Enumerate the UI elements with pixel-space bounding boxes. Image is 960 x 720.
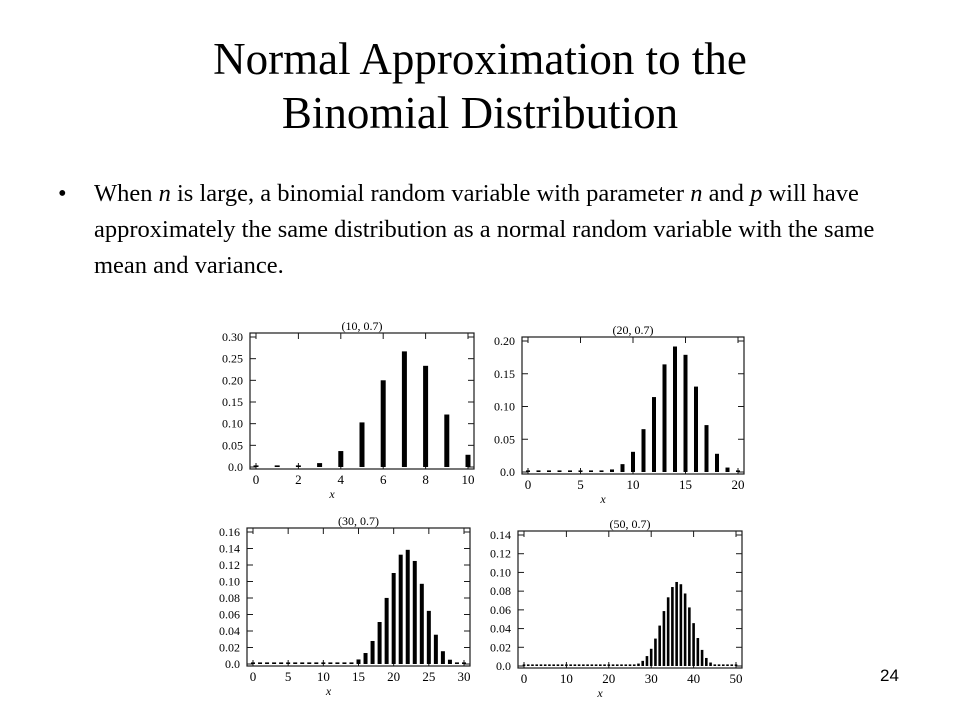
title-line-2: Binomial Distribution (281, 88, 679, 138)
bar (406, 550, 410, 664)
bar (300, 662, 304, 664)
bar (381, 380, 386, 467)
bar (663, 611, 666, 666)
bullet-text-segment: is large, a binomial random variable with parameter (170, 180, 691, 207)
x-tick-label: 15 (679, 477, 692, 492)
bar (552, 664, 555, 666)
bar (688, 607, 691, 666)
bar (692, 623, 695, 666)
bar (399, 555, 403, 664)
y-tick-label: 0.12 (490, 546, 511, 561)
y-tick-label: 0.05 (222, 438, 243, 453)
bar (349, 662, 353, 664)
x-tick-label: 0 (252, 472, 260, 487)
y-tick-label: 0.10 (490, 565, 511, 580)
bar (701, 650, 704, 666)
bar (413, 561, 417, 664)
y-tick-label: 0.20 (222, 373, 243, 388)
chart-title: (10, 0.7) (341, 319, 383, 333)
bar (673, 347, 677, 472)
x-tick-label: 15 (352, 669, 365, 684)
bar (582, 664, 585, 666)
bar (608, 664, 611, 666)
bar (286, 662, 290, 664)
x-tick-label: 10 (626, 477, 640, 492)
bar (548, 664, 551, 666)
y-tick-label: 0.15 (222, 395, 243, 409)
bullet-text-segment: and (702, 180, 751, 207)
x-tick-label: 0 (249, 669, 257, 684)
bar (633, 664, 636, 666)
bar (338, 451, 343, 467)
bar (444, 415, 449, 467)
bar (279, 662, 283, 664)
bar (610, 469, 614, 472)
bar (565, 664, 568, 666)
bar (726, 664, 729, 666)
bar (680, 584, 683, 666)
bar (675, 582, 678, 666)
chart-title: (50, 0.7) (609, 517, 651, 531)
bar (527, 664, 530, 666)
y-tick-label: 0.16 (219, 525, 240, 539)
y-tick-label: 0.20 (494, 334, 515, 348)
x-tick-label: 10 (461, 472, 475, 487)
bar (726, 468, 730, 472)
bar (637, 664, 640, 666)
bar (254, 465, 259, 467)
bar (466, 455, 471, 467)
y-tick-label: 0.15 (494, 366, 515, 381)
bar (603, 664, 606, 666)
bar (462, 662, 466, 664)
x-tick-label: 20 (387, 669, 401, 684)
bar (455, 662, 459, 664)
bar (427, 611, 431, 664)
bar (258, 662, 262, 664)
bar (568, 470, 572, 472)
bullet-text-segment: will have approximately the same distribution as a normal random variable with the same mean and variance. (94, 180, 875, 279)
bar (357, 659, 361, 664)
bar (684, 355, 688, 472)
y-tick-label: 0.05 (494, 432, 515, 447)
y-tick-label: 0.08 (490, 584, 511, 599)
bar (642, 429, 646, 472)
bar (654, 639, 657, 666)
bar (265, 662, 269, 664)
x-tick-label: 10 (559, 671, 573, 686)
charts-svg (168, 318, 762, 700)
bar (697, 638, 700, 666)
bar (715, 454, 719, 472)
x-axis-label: x (600, 492, 606, 506)
variable-n: n (690, 180, 703, 207)
bar (526, 470, 530, 472)
bullet-text-segment: When (94, 180, 159, 207)
x-tick-label: 50 (729, 671, 743, 686)
x-tick-label: 0 (520, 671, 528, 686)
bar (658, 626, 661, 666)
bar (684, 593, 687, 666)
y-tick-label: 0.02 (219, 640, 240, 655)
bar (378, 622, 382, 664)
y-tick-label: 0.02 (490, 640, 511, 655)
bar (423, 366, 428, 467)
bar (621, 464, 625, 472)
x-tick-label: 0 (524, 477, 532, 492)
chart-frame (518, 531, 742, 668)
bar (420, 584, 424, 664)
x-tick-label: 2 (295, 472, 302, 487)
bar (722, 664, 725, 666)
y-tick-label: 0.10 (219, 574, 240, 589)
bar (535, 664, 538, 666)
slide-title (0, 32, 960, 140)
bar (275, 465, 280, 467)
x-tick-label: 5 (284, 669, 292, 684)
bar (335, 662, 339, 664)
bar (293, 662, 297, 664)
y-tick-label: 0.08 (219, 591, 240, 605)
bar (557, 664, 560, 666)
bar (620, 664, 623, 666)
y-tick-label: 0.10 (494, 399, 515, 414)
bar (705, 658, 708, 666)
page-number: 24 (880, 666, 899, 685)
bar (650, 649, 653, 666)
bar (595, 664, 598, 666)
y-tick-label: 0.14 (490, 528, 511, 542)
y-tick-label: 0.30 (222, 330, 243, 344)
bar (714, 664, 717, 666)
y-tick-label: 0.06 (490, 602, 511, 617)
bar (578, 664, 581, 666)
x-tick-label: 30 (457, 669, 471, 684)
bar (540, 664, 543, 666)
bar (296, 465, 301, 467)
bar (705, 425, 709, 472)
bar (307, 662, 311, 664)
x-axis-label: x (329, 487, 335, 501)
bar (448, 660, 452, 664)
bar (547, 470, 551, 472)
y-tick-label: 0.14 (219, 541, 240, 556)
x-tick-label: 25 (422, 669, 436, 684)
bar (612, 664, 615, 666)
bar (523, 664, 526, 666)
x-tick-label: 40 (687, 671, 701, 686)
bar (574, 664, 577, 666)
bar (317, 463, 322, 467)
bar (402, 351, 407, 467)
y-tick-label: 0.0 (500, 465, 515, 479)
y-tick-label: 0.0 (225, 657, 240, 671)
y-tick-label: 0.04 (219, 624, 240, 638)
x-tick-label: 8 (422, 472, 429, 487)
x-tick-label: 10 (316, 669, 330, 684)
bar (371, 641, 375, 664)
bar (736, 470, 740, 472)
bar (600, 470, 604, 472)
y-tick-label: 0.0 (228, 460, 243, 474)
bar (385, 598, 389, 664)
y-tick-label: 0.10 (222, 416, 243, 431)
bar (544, 664, 547, 666)
y-tick-label: 0.12 (219, 558, 240, 572)
bar (589, 470, 593, 472)
bar (718, 664, 721, 666)
bar (663, 364, 667, 472)
bar (641, 661, 644, 666)
bar (652, 397, 656, 472)
bar (735, 664, 738, 666)
y-tick-label: 0.25 (222, 351, 243, 366)
bar (434, 635, 438, 664)
y-tick-label: 0.04 (490, 621, 511, 636)
bar (624, 664, 627, 666)
x-tick-label: 6 (379, 472, 387, 487)
bar (579, 470, 583, 472)
bar (537, 470, 541, 472)
x-tick-label: 20 (602, 671, 616, 686)
bar (599, 664, 602, 666)
chart-title: (30, 0.7) (338, 514, 379, 528)
chart-title: (20, 0.7) (612, 323, 654, 337)
bar (321, 662, 325, 664)
bar (591, 664, 594, 666)
bar (694, 387, 698, 472)
x-tick-label: 5 (577, 477, 584, 492)
bar (251, 662, 255, 664)
bar (328, 662, 332, 664)
bar (629, 664, 632, 666)
bar (314, 662, 318, 664)
bar (531, 664, 534, 666)
bar (392, 573, 396, 664)
bar (561, 664, 564, 666)
binomial-charts-figure (168, 318, 762, 700)
bar (586, 664, 589, 666)
bar (360, 422, 365, 467)
title-line-1: Normal Approximation to the (213, 34, 747, 84)
bar (730, 664, 733, 666)
bar (631, 452, 635, 472)
bullet-dot: • (58, 180, 67, 207)
x-axis-label: x (325, 684, 332, 698)
bar (646, 656, 649, 666)
x-tick-label: 30 (644, 671, 658, 686)
bullet-text (94, 176, 894, 284)
x-tick-label: 20 (731, 477, 745, 492)
bar (709, 663, 712, 666)
y-tick-label: 0.06 (219, 607, 240, 622)
y-tick-label: 0.0 (496, 659, 511, 673)
bar (616, 664, 619, 666)
bar (667, 597, 670, 666)
x-tick-label: 4 (337, 472, 345, 487)
bar (364, 653, 368, 664)
bar (671, 587, 674, 666)
x-axis-label: x (597, 686, 603, 700)
bar (441, 651, 445, 664)
variable-n: n (158, 180, 171, 207)
bar (569, 664, 572, 666)
bar (558, 470, 562, 472)
variable-p: p (750, 180, 763, 207)
bar (342, 662, 346, 664)
bar (272, 662, 276, 664)
